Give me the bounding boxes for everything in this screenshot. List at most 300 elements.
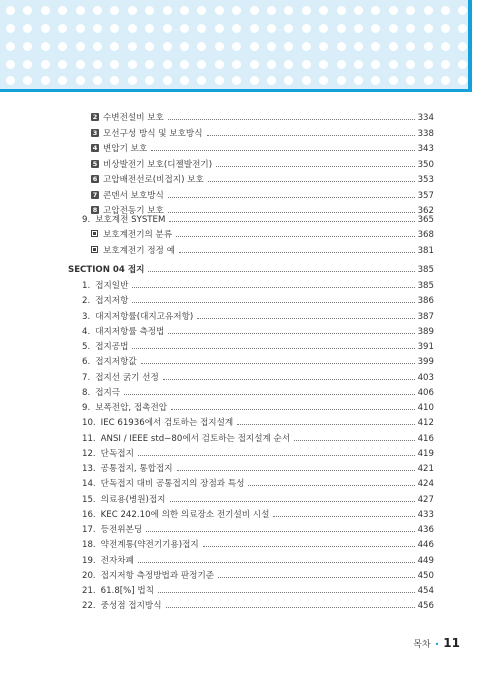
pattern-dot [58,6,67,15]
item-number: 18. [82,540,96,551]
pattern-dot [6,42,15,51]
toc-item[interactable] [82,416,434,430]
toc-label: 약전계통(약전기기용)접지 [100,540,199,551]
pattern-dot [337,60,346,69]
item-number: 17. [82,525,96,535]
pattern-dot [389,42,398,51]
dot-leader [208,180,415,182]
toc-label: 대지저항률(대지고유저항) [95,311,194,322]
item-number: 19. [82,555,96,566]
pattern-dot [389,6,398,15]
pattern-dot [163,60,172,69]
pattern-dot [424,6,433,15]
square-bullet-icon [91,230,98,237]
pattern-dot [267,24,276,33]
toc-label: 의료용(병원)접지 [100,494,166,505]
pattern-dot [93,60,102,69]
toc-page-number: 334 [417,113,434,123]
toc-item[interactable] [82,508,434,522]
toc-item[interactable] [82,213,434,227]
dot-leader [138,561,415,563]
dot-leader [168,118,415,120]
pattern-dot [41,60,50,69]
toc-label: KEC 242.10에 의한 의료장소 전기설비 시설 [100,509,270,520]
dot-leader [138,454,415,456]
dot-leader [132,286,414,288]
toc-label: 접지저항값 [95,357,137,368]
item-number: 2. [82,296,91,307]
toc-item[interactable] [82,371,434,385]
pattern-dot [458,76,467,85]
toc-item[interactable] [82,401,434,415]
pattern-dot [371,76,380,85]
pattern-dot [371,60,380,69]
toc-subitem[interactable] [91,111,434,125]
header-accent-horizontal [0,89,472,92]
toc-page-number: 410 [417,403,434,413]
toc-page-number: 421 [417,464,434,474]
toc-page-number: 391 [417,342,434,352]
dot-leader [168,332,414,334]
pattern-dot [58,76,67,85]
pattern-dot [41,24,50,33]
item-number: 12. [82,448,96,459]
pattern-dot [180,76,189,85]
toc-page-number: 416 [417,433,434,444]
pattern-dot [145,6,154,15]
pattern-dot [389,24,398,33]
toc-label: 전자차폐 [100,555,134,566]
item-number: 6. [82,357,91,368]
pattern-dot [93,42,102,51]
pattern-dot [215,6,224,15]
pattern-dot [215,24,224,33]
pattern-dot [371,24,380,33]
dot-leader [132,347,414,349]
toc-item[interactable] [82,386,434,400]
toc-page-number: 387 [417,311,434,322]
toc-label: IEC 61936에서 검토하는 접지설계 [100,418,234,429]
item-number: 4. [82,326,91,337]
toc-label: 61.8[%] 법칙 [100,586,155,596]
footer-label: 목차 [413,640,431,650]
pattern-dot [145,42,154,51]
pattern-dot [163,6,172,15]
toc-label: 보호계전기 정정 예 [103,245,175,256]
pattern-dot [424,76,433,85]
item-number-badge: 8 [92,206,98,214]
item-number: 14. [82,479,96,490]
toc-label: 접지극 [95,387,121,398]
dot-leader [124,393,414,395]
pattern-dot [250,24,259,33]
toc-page-number: 424 [417,479,434,490]
pattern-dot [302,76,311,85]
pattern-dot [284,6,293,15]
item-number: 5. [82,342,91,352]
pattern-dot [302,24,311,33]
item-number-badge: 6 [92,175,98,183]
toc-page-number: 386 [417,296,434,307]
item-number: 8. [82,387,91,398]
toc-page-number: 365 [417,215,434,225]
pattern-dot [41,76,50,85]
pattern-dot [180,6,189,15]
toc-label: 수변전설비 보호 [103,113,164,123]
pattern-dot [23,60,32,69]
toc-label: 중성점 접지방식 [100,601,162,612]
toc-item[interactable] [82,493,434,507]
pattern-dot [110,76,119,85]
pattern-dot [76,6,85,15]
pattern-dot [406,24,415,33]
toc-item[interactable] [82,523,434,537]
dot-leader [171,408,415,410]
pattern-dot [267,42,276,51]
toc-item[interactable] [82,569,434,583]
pattern-dot [128,60,137,69]
pattern-dot [215,60,224,69]
pattern-dot [197,6,206,15]
toc-page-number: 353 [417,175,434,185]
pattern-dot [76,24,85,33]
toc-item[interactable] [82,447,434,461]
item-number: 22. [82,601,96,612]
pattern-dot [232,6,241,15]
toc-item[interactable] [82,599,434,613]
item-number-badge: 5 [92,159,98,168]
toc-label: ANSI / IEEE std−80에서 검토하는 접지설계 순서 [100,433,291,444]
toc-item[interactable] [82,310,434,324]
pattern-dot [58,24,67,33]
pattern-dot [371,6,380,15]
toc-subitem[interactable] [91,158,434,172]
item-number-badge: 3 [92,128,98,137]
toc-item[interactable] [82,538,434,552]
toc-page-number: 368 [417,230,434,240]
pattern-dot [58,60,67,69]
dot-leader [132,301,414,303]
pattern-dot [110,6,119,15]
item-number: 11. [82,433,96,444]
header-accent-vertical [468,0,472,92]
pattern-dot [337,76,346,85]
pattern-dot [58,42,67,51]
toc-page-number: 449 [417,555,434,566]
toc-label: 보호계전기의 분류 [103,230,173,240]
item-number: 20. [82,570,96,581]
toc-label: 대지저항률 측정법 [95,326,165,337]
toc-item[interactable] [82,355,434,369]
pattern-dot [424,24,433,33]
toc-item[interactable] [82,325,434,339]
toc-page-number: 450 [417,570,434,581]
toc-label: 보호계전 SYSTEM [95,215,166,225]
pattern-dot [93,76,102,85]
pattern-dot [128,76,137,85]
item-number: 3. [82,311,91,322]
toc-item[interactable] [82,432,434,446]
pattern-dot [163,42,172,51]
pattern-dot [458,60,467,69]
toc-page-number: 433 [417,509,434,520]
pattern-dot [354,76,363,85]
pattern-dot [197,42,206,51]
toc-label: 접지저항 측정방법과 판정기준 [100,570,215,581]
pattern-dot [441,42,450,51]
pattern-dot [424,42,433,51]
dot-leader [141,362,415,364]
pattern-dot [389,76,398,85]
toc-label: 접지선 굵기 선정 [95,372,159,383]
pattern-dot [319,24,328,33]
item-number: 16. [82,509,96,520]
toc-section[interactable] [68,263,434,277]
toc-label: 비상발전기 보호(디젤발전기) [103,159,213,170]
pattern-dot [145,76,154,85]
pattern-dot [197,60,206,69]
toc-page-number: 446 [417,540,434,551]
pattern-dot [215,76,224,85]
toc-page-number: 338 [417,128,434,139]
pattern-dot [41,6,50,15]
pattern-dot [23,42,32,51]
pattern-dot [232,76,241,85]
toc-subitem[interactable] [91,244,434,258]
page-number: 11 [443,636,460,650]
toc-label: 콘덴서 보호방식 [103,190,164,201]
header-corner [468,0,500,92]
pattern-dot [319,42,328,51]
dot-leader [166,606,415,608]
pattern-dot [6,24,15,33]
pattern-dot [76,76,85,85]
dot-leader [248,484,414,486]
item-number-badge: 7 [92,190,98,199]
pattern-dot [145,24,154,33]
pattern-dot [441,60,450,69]
pattern-dot [23,6,32,15]
pattern-dot [215,42,224,51]
toc-page-number: 399 [417,357,434,368]
dot-leader [176,235,414,237]
toc-subitem[interactable] [91,127,434,141]
pattern-dot [441,76,450,85]
pattern-dot [250,60,259,69]
pattern-dot [128,6,137,15]
pattern-dot [41,42,50,51]
dot-pattern [0,0,470,92]
toc-item[interactable] [82,294,434,308]
dot-leader [168,196,415,198]
item-number: 1. [82,281,91,291]
pattern-dot [319,6,328,15]
toc-label: 모선구성 방식 및 보호방식 [103,128,203,139]
pattern-dot [389,60,398,69]
item-number-badge: 4 [92,144,98,152]
toc-page-number: 357 [417,190,434,201]
pattern-dot [267,60,276,69]
toc-page-number: 454 [417,586,434,596]
pattern-dot [110,24,119,33]
pattern-dot [284,76,293,85]
toc-item[interactable] [82,340,434,354]
pattern-dot [197,24,206,33]
dot-leader [218,576,415,578]
pattern-dot [93,24,102,33]
pattern-dot [302,60,311,69]
toc-page-number: 385 [417,265,434,275]
dot-leader [203,545,415,547]
page-header-band [0,0,500,92]
pattern-dot [267,6,276,15]
toc-item[interactable] [82,477,434,491]
pattern-dot [180,24,189,33]
toc-page-number: 406 [417,387,434,398]
square-bullet-icon [91,246,98,253]
item-number: 15. [82,494,96,505]
pattern-dot [337,6,346,15]
toc-label: 접지공법 [95,342,129,352]
pattern-dot [337,24,346,33]
pattern-dot [128,24,137,33]
pattern-dot [163,76,172,85]
toc-page-number: 456 [417,601,434,612]
pattern-dot [458,24,467,33]
toc-subitem[interactable] [91,142,434,156]
pattern-dot [23,24,32,33]
pattern-dot [406,76,415,85]
toc-label: 등전위본딩 [100,525,143,535]
pattern-dot [441,24,450,33]
toc-item[interactable] [82,584,434,598]
toc-page-number: 350 [417,159,434,170]
pattern-dot [319,60,328,69]
dot-leader [179,251,415,253]
item-number: 7. [82,372,91,383]
pattern-dot [250,42,259,51]
pattern-dot [406,6,415,15]
dot-leader [169,220,414,222]
toc-page-number: 412 [417,418,434,429]
toc-page-number: 427 [417,494,434,505]
pattern-dot [180,42,189,51]
pattern-dot [23,76,32,85]
dot-leader [148,270,414,272]
item-number: 9. [82,215,91,225]
dot-leader [177,469,415,471]
pattern-dot [284,60,293,69]
item-number: 13. [82,464,96,474]
pattern-dot [284,42,293,51]
toc-label: 고압배전선로(비접지) 보호 [103,175,204,185]
dot-leader [216,165,415,167]
dot-leader [197,317,414,319]
item-number-badge: 2 [92,113,98,121]
pattern-dot [250,6,259,15]
pattern-dot [128,42,137,51]
item-number: 21. [82,586,96,596]
pattern-dot [424,60,433,69]
pattern-dot [76,42,85,51]
pattern-dot [197,76,206,85]
pattern-dot [6,60,15,69]
dot-leader [151,149,414,151]
pattern-dot [145,60,154,69]
dot-leader [207,134,415,136]
pattern-dot [302,42,311,51]
pattern-dot [180,60,189,69]
pattern-dot [76,60,85,69]
toc-label: 접지저항 [95,296,129,307]
pattern-dot [232,24,241,33]
pattern-dot [458,42,467,51]
dot-leader [158,591,415,593]
toc-item[interactable] [82,554,434,568]
toc-page-number: 381 [417,245,434,256]
dot-leader [273,515,414,517]
toc-label: 단독접지 [100,448,134,459]
toc-label: 접지일반 [95,281,129,291]
dot-leader [146,530,414,532]
page-footer [400,636,460,650]
pattern-dot [163,24,172,33]
pattern-dot [232,60,241,69]
toc-label: SECTION 04 접지 [68,265,145,275]
toc-item[interactable] [82,462,434,476]
footer-bullet: • [434,640,440,649]
toc-page-number: 419 [417,448,434,459]
pattern-dot [458,6,467,15]
pattern-dot [302,6,311,15]
item-number: 9. [82,403,91,413]
pattern-dot [93,6,102,15]
dot-leader [170,500,415,502]
toc-subitem[interactable] [91,228,434,242]
toc-item[interactable] [82,279,434,293]
pattern-dot [319,76,328,85]
pattern-dot [354,60,363,69]
pattern-dot [371,42,380,51]
pattern-dot [284,24,293,33]
toc-label: 단독접지 대비 공통접지의 장점과 특성 [100,479,245,490]
pattern-dot [354,42,363,51]
toc-page-number: 403 [417,372,434,383]
pattern-dot [337,42,346,51]
pattern-dot [6,76,15,85]
pattern-dot [441,6,450,15]
pattern-dot [250,76,259,85]
pattern-dot [267,76,276,85]
toc-subitem[interactable] [91,173,434,187]
pattern-dot [110,42,119,51]
toc-page-number: 385 [417,281,434,291]
toc-label: 보폭전압, 접촉전압 [95,403,168,413]
dot-leader [294,439,414,441]
pattern-dot [354,24,363,33]
pattern-dot [232,42,241,51]
pattern-dot [406,42,415,51]
toc-label: 고압전동기 보호 [103,206,164,216]
pattern-dot [354,6,363,15]
item-number: 10. [82,418,96,429]
toc-subitem[interactable] [91,189,434,203]
toc-page-number: 436 [417,525,434,535]
pattern-dot [6,6,15,15]
dot-leader [163,378,415,380]
toc-label: 변압기 보호 [103,144,148,154]
toc-page-number: 362 [417,206,434,216]
